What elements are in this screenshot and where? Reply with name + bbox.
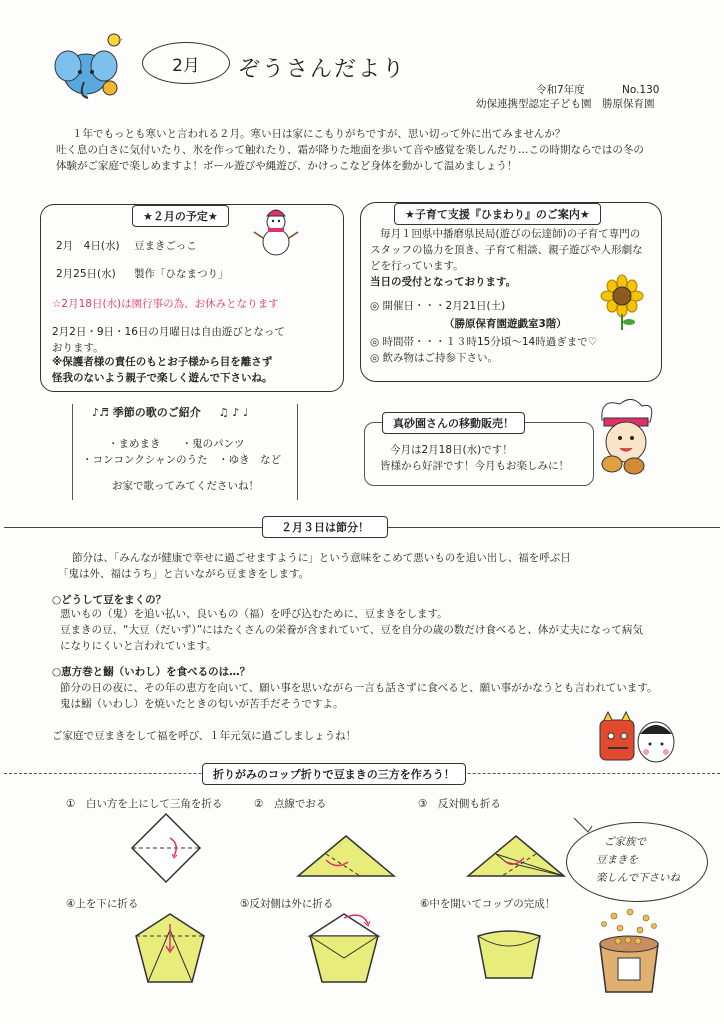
support-date: ◎ 開催日・・・2月21日(土) [370, 300, 506, 312]
answer-1-line-2: 豆まきの豆、“大豆（だいず）”にはたくさんの栄養が含まれていて、豆を自分の歳の数だけ食べると、体が丈夫になって病気 [60, 624, 643, 636]
answer-2-line-1: 節分の日の夜に、その年の恵方を向いて、願い事を思いながら一言も話さずに食べると、願い事がかなうとも言われています。 [60, 682, 658, 694]
speech-bubble-tail [574, 818, 594, 842]
origami-step-4-label: ④上を下に折る [66, 898, 139, 910]
schedule-title: ★２月の予定★ [132, 205, 229, 227]
free-play-line-2: おります。 [52, 342, 104, 354]
bubble-line-1: ご家族で [604, 836, 646, 848]
songs-line-2: ・コンコンクシャンのうた ・ゆき など [82, 454, 282, 466]
music-notes-icon: ♫ ♪ ♩ [218, 406, 249, 419]
free-play-line-1: 2月2日・9日・16日の月曜日は自由遊びとなって [52, 326, 285, 338]
answer-1-line-1: 悪いもの（鬼）を追い払い、良いもの（福）を呼び込むために、豆まきをします。 [60, 608, 448, 620]
origami-step-1-diagram [126, 808, 206, 892]
bakery-title: 真砂園さんの移動販売！ [382, 412, 525, 434]
setsubun-title: ２月３日は節分！ [262, 516, 388, 538]
support-title: ★子育て支援『ひまわり』のご案内★ [394, 203, 601, 225]
setsubun-closing: ご家庭で豆まきをして福を呼び、１年元気に過ごしましょうね！ [52, 730, 357, 742]
origami-step-3-diagram [466, 832, 566, 886]
origami-step-3-label: ③ 反対側も折る [418, 798, 501, 810]
origami-step-6-label: ⑥中を開いてコップの完成！ [420, 898, 556, 910]
month-label: 2月 [172, 55, 200, 76]
question-2: ○恵方巻と鰯（いわし）を食べるのは…？ [52, 666, 251, 678]
setsubun-para-2: 「鬼は外、福はうち」と言いながら豆まきをします。 [58, 568, 310, 580]
support-place: （勝原保育園遊戯室3階） [444, 318, 567, 330]
songs-title-row [92, 404, 248, 420]
bakery-line-1: 今月は2月18日(水)です！ [390, 444, 513, 456]
baker-illustration [580, 392, 666, 482]
school-name: 幼保連携型認定子ども園 勝原保育園 [476, 98, 655, 110]
elephant-mascot-illustration [48, 30, 130, 106]
support-time: ◎ 時間帯・・・１３時15分頃～14時過ぎまで♡ [370, 336, 598, 348]
sunflower-icon [602, 276, 642, 334]
songs-line-1: ・まめまき ・鬼のパンツ [108, 438, 245, 450]
support-line-3: どを行っています。 [370, 260, 464, 272]
answer-2-line-2: 鬼は鰯（いわし）を焼いたときの匂いが苦手だそうですよ。 [60, 698, 344, 710]
intro-line-1: １年でもっとも寒いと言われる２月。寒い日は家にこもりがちですが、思い切って外に出てみませんか？ [72, 128, 566, 140]
newsletter-title: ぞうさんだより [238, 57, 407, 82]
music-note-icon: ♪♬ [92, 406, 109, 419]
bakery-line-2: 皆様から好評です！今月もお楽しみに！ [380, 460, 569, 472]
origami-step-2-diagram [296, 832, 396, 886]
origami-step-5-label: ⑤反対側は外に折る [240, 898, 334, 910]
question-1: ○どうして豆をまくの？ [52, 594, 167, 606]
songs-title: 季節の歌のご紹介 [112, 406, 201, 419]
oni-and-otafuku-illustration [596, 712, 676, 772]
songs-footer: お家で歌ってみてくださいね！ [112, 480, 259, 492]
intro-line-2: 吐く息の白さに気付いたり、氷を作って触れたり、霜が降りた地面を歩いて音や感覚を楽しんだり…この時期ならではの冬の [56, 144, 644, 156]
bubble-line-2: 豆まきを [596, 854, 638, 866]
safety-note-line-1: ※保護者様の責任のもとお子様から目を離さず [52, 356, 273, 368]
bean-box-illustration [584, 908, 674, 1002]
closure-notice: ☆2月18日(水)は園行事の為、お休みとなります [52, 298, 279, 310]
origami-step-4-diagram [132, 910, 208, 990]
origami-step-2-label: ② 点線でおる [254, 798, 327, 810]
fiscal-year: 令和7年度 [536, 84, 585, 96]
month-badge [142, 42, 230, 84]
support-line-4: 当日の受付となっております。 [370, 276, 517, 288]
bubble-line-3: 楽しんで下さいね [596, 872, 680, 884]
origami-step-1-label: ① 白い方を上にして三角を折る [66, 798, 223, 810]
schedule-date-1: 2月 4日(水) [56, 240, 120, 252]
schedule-event-2: 製作「ひなまつり」 [134, 268, 229, 280]
snowman-icon [254, 206, 298, 260]
answer-1-line-3: になりにくいと言われています。 [60, 640, 217, 652]
safety-note-line-2: 怪我のないよう親子で楽しく遊んで下さいね。 [52, 372, 273, 384]
intro-line-3: 体験がご家庭で楽しめますよ！ボール遊びや縄遊び、かけっこなど身体を動かして温めましょう！ [56, 160, 518, 172]
schedule-date-2: 2月25日(水) [56, 268, 116, 280]
origami-title: 折りがみのコップ折りで豆まきの三方を作ろう！ [202, 763, 466, 785]
support-line-1: 毎月１回県中播磨県民局(遊びの伝達師)の子育て専門の [380, 228, 641, 240]
support-line-2: スタッフの協力を頂き、子育て相談、親子遊びや人形劇な [370, 244, 643, 256]
issue-number: No.130 [622, 84, 660, 96]
support-drinks: ◎ 飲み物はご持参下さい。 [370, 352, 498, 364]
setsubun-para-1: 節分は、「みんなが健康で幸せに過ごせますように」という意味をこめて悪いものを追い出し、福を呼ぶ日 [72, 552, 571, 564]
origami-step-5-diagram [306, 910, 382, 990]
schedule-event-1: 豆まきごっこ [134, 240, 197, 252]
origami-step-6-diagram [474, 926, 544, 986]
